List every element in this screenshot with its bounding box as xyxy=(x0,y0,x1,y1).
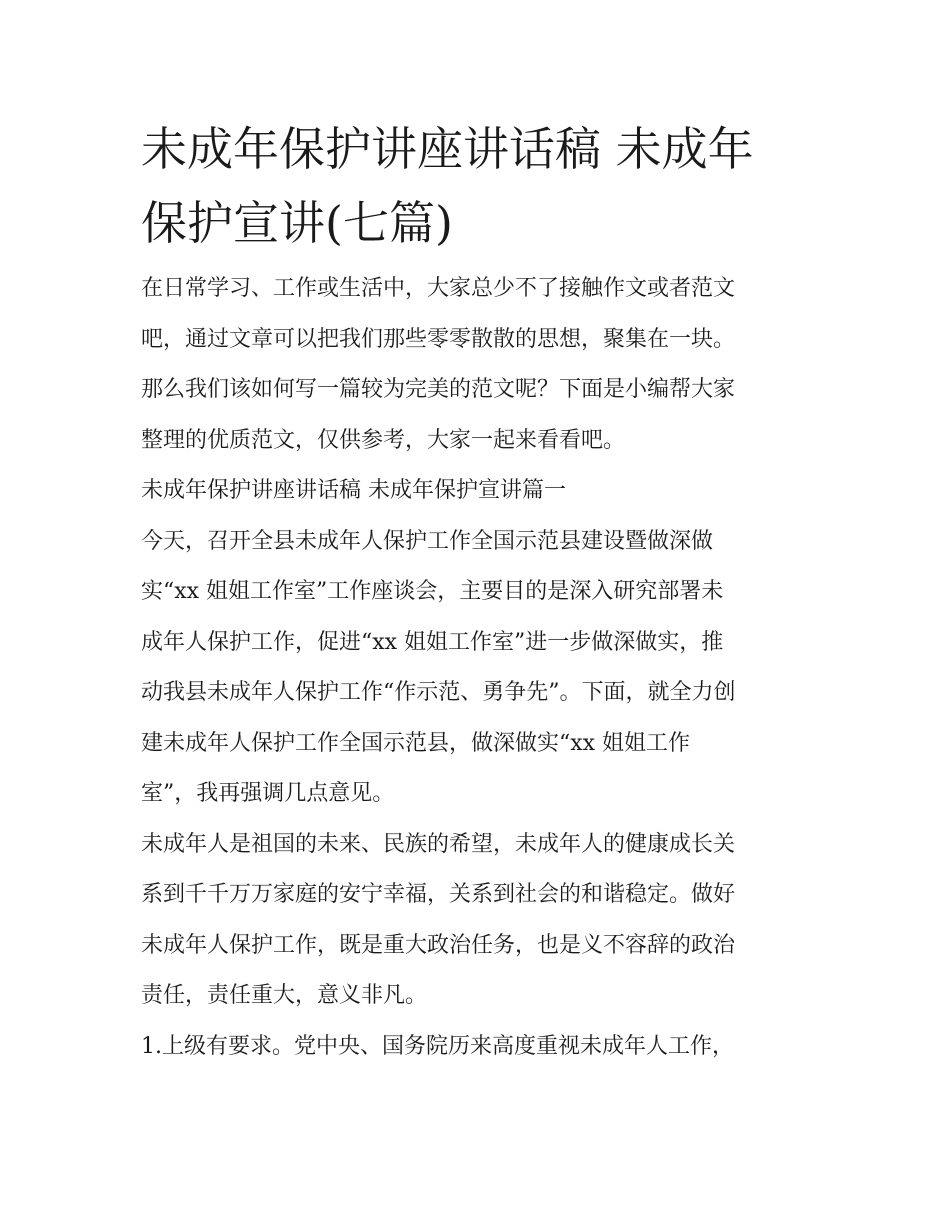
text-line: 室”，我再强调几点意见。 xyxy=(141,781,395,806)
document-title xyxy=(141,112,816,260)
title-line: 保护宣讲(七篇) xyxy=(141,196,453,250)
text-line: 吧，通过文章可以把我们那些零零散散的思想，聚集在一块。 xyxy=(141,326,736,352)
text-line: 动我县未成年人保护工作“作示范、勇争先”。下面，就全力创 xyxy=(141,680,736,705)
text-line: 成年人保护工作，促进“xx 姐姐工作室”进一步做深做实，推 xyxy=(141,629,724,655)
title-line: 未成年保护讲座讲话稿 未成年 xyxy=(141,122,754,176)
body-paragraph xyxy=(141,1022,816,1073)
text-line: 今天，召开全县未成年人保护工作全国示范县建设暨做深做 xyxy=(141,528,714,554)
intro-paragraph xyxy=(141,264,816,466)
body-paragraph xyxy=(141,820,816,1022)
document-content xyxy=(141,112,816,1072)
text-line: 建未成年人保护工作全国示范县，做深做实“xx 姐姐工作 xyxy=(141,730,691,756)
text-line: 未成年人是祖国的未来、民族的希望，未成年人的健康成长关 xyxy=(141,831,736,857)
text-line: 未成年人保护工作，既是重大政治任务，也是义不容辞的政治 xyxy=(141,932,736,958)
text-line: 未成年保护讲座讲话稿 未成年保护宣讲篇一 xyxy=(141,478,566,503)
text-line: 那么我们该如何写一篇较为完美的范文呢？下面是小编帮大家 xyxy=(141,377,736,402)
body-paragraph xyxy=(141,517,816,820)
text-line: 实“xx 姐姐工作室”工作座谈会，主要目的是深入研究部署未 xyxy=(141,579,724,604)
text-line: 责任，责任重大，意义非凡。 xyxy=(141,983,428,1008)
text-line: 1.上级有要求。党中央、国务院历来高度重视未成年人工作， xyxy=(141,1033,734,1059)
text-line: 系到千千万万家庭的安宁幸福，关系到社会的和谐稳定。做好 xyxy=(141,882,736,907)
text-line: 整理的优质范文，仅供参考，大家一起来看看吧。 xyxy=(141,427,626,453)
section-heading xyxy=(141,466,816,517)
text-line: 在日常学习、工作或生活中，大家总少不了接触作文或者范文 xyxy=(141,276,736,301)
